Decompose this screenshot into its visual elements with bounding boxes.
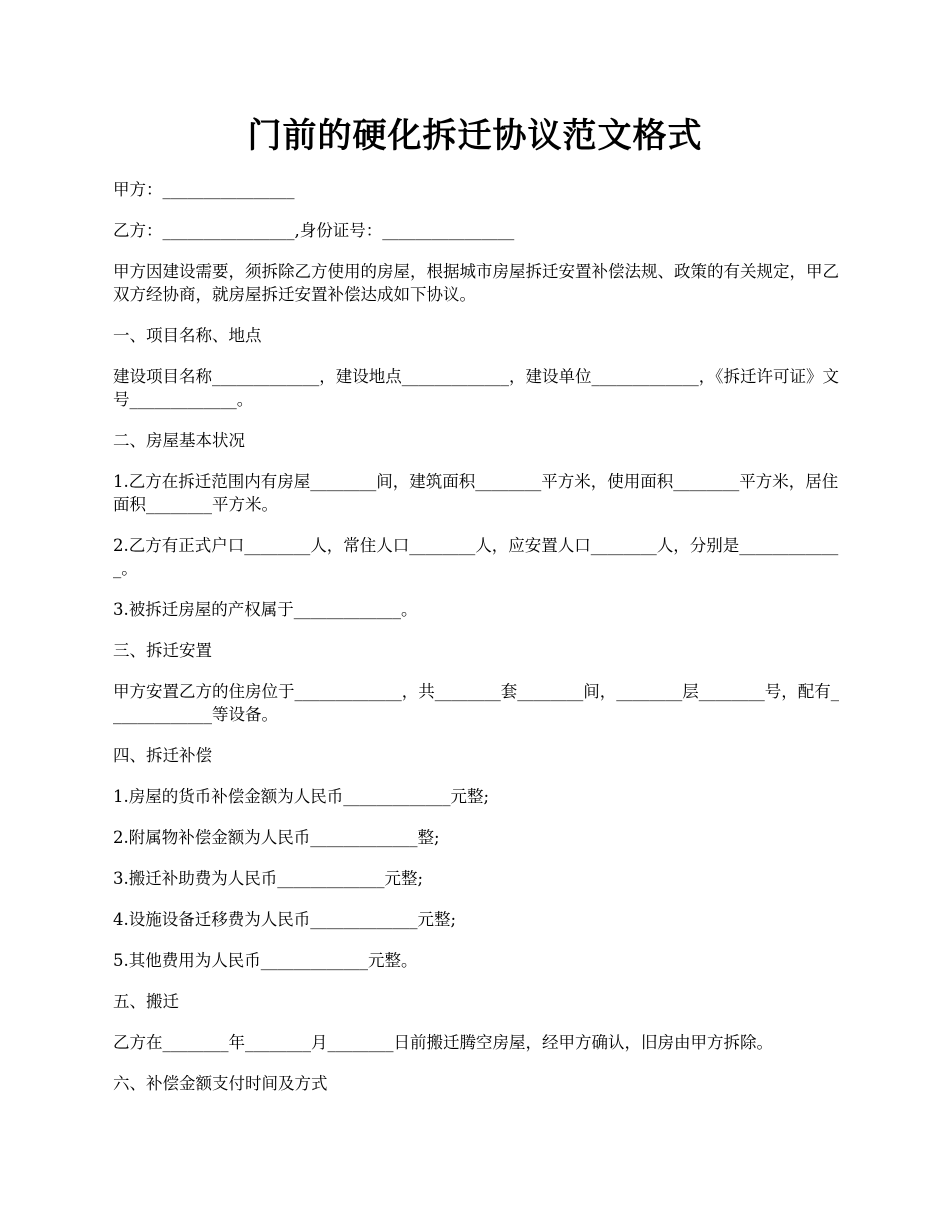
compensation-item: 4.设施设备迁移费为人民币_____________元整;	[113, 910, 457, 929]
compensation-item: 5.其他费用为人民币_____________元整。	[113, 951, 418, 970]
section-heading-compensation: 四、拆迁补偿	[113, 746, 212, 765]
party-a-line: 甲方：________________	[113, 180, 295, 199]
page-title: 门前的硬化拆迁协议范文格式	[247, 116, 703, 156]
relocation-paragraph: 乙方在________年________月________日前搬迁腾空房屋，经甲方确认，旧房由甲方拆除。	[113, 1033, 773, 1052]
document-body	[113, 178, 843, 1113]
compensation-item: 1.房屋的货币补偿金额为人民币_____________元整;	[113, 787, 490, 806]
compensation-item: 3.搬迁补助费为人民币_____________元整;	[113, 869, 424, 888]
project-info-paragraph: 建设项目名称_____________，建设地点_____________，建设单位_____________，《拆迁许可证》文号_____________。	[113, 367, 839, 409]
section-heading-resettlement: 三、拆迁安置	[113, 641, 212, 660]
section-heading-relocation: 五、搬迁	[113, 992, 179, 1011]
house-area-paragraph: 1.乙方在拆迁范围内有房屋________间，建筑面积________平方米，使用面积________平方米，居住面积________平方米。	[113, 472, 839, 514]
preamble-paragraph: 甲方因建设需要，须拆除乙方使用的房屋，根据城市房屋拆迁安置补偿法规、政策的有关规定，甲乙双方经协商，就房屋拆迁安置补偿达成如下协议。	[113, 262, 839, 304]
section-heading-payment: 六、补偿金额支付时间及方式	[113, 1074, 328, 1093]
party-b-line: 乙方：________________,身份证号：________________	[113, 221, 515, 240]
resettlement-paragraph: 甲方安置乙方的住房位于_____________，共________套________间，________层________号，配有_____________等设备。	[113, 682, 839, 724]
household-paragraph: 2.乙方有正式户口________人，常住人口________人，应安置人口________人，分别是_____________。	[113, 536, 839, 578]
section-heading-project: 一、项目名称、地点	[113, 326, 262, 345]
compensation-item: 2.附属物补偿金额为人民币_____________整;	[113, 828, 440, 847]
property-rights-paragraph: 3.被拆迁房屋的产权属于_____________。	[113, 600, 418, 619]
section-heading-house: 二、房屋基本状况	[113, 431, 245, 450]
